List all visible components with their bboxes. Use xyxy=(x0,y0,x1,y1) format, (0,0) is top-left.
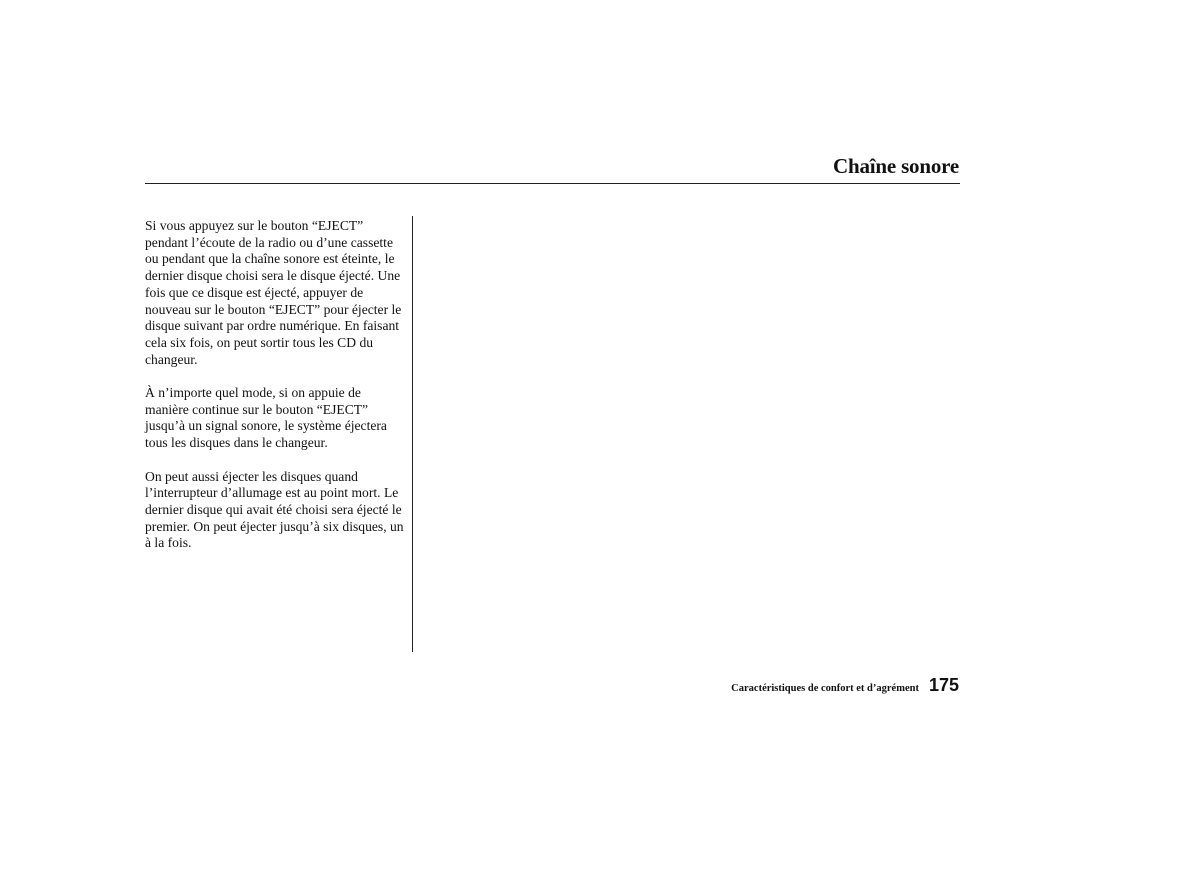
header-rule xyxy=(145,183,960,184)
body-paragraph: Si vous appuyez sur le bouton “EJECT” pendant l’écoute de la radio ou d’une cassette ou pendant que la chaîne sonore est éteinte, le dernier disque choisi sera le disque éjecté. Une fois que ce disque est éjecté, appuyer de nouveau sur le bouton “EJECT” pour éjecter le disque suivant par ordre numérique. En faisant cela six fois, on peut sortir tous les CD du changeur. xyxy=(145,218,402,367)
footer-chapter-title: Caractéristiques de confort et d’agrément xyxy=(731,683,919,694)
body-paragraph: On peut aussi éjecter les disques quand l’interrupteur d’allumage est au point mort. Le dernier disque qui avait été choisi sera éjecté le premier. On peut éjecter jusqu’à six disques, un à la fois. xyxy=(145,468,404,551)
body-text-column xyxy=(145,218,407,569)
page-footer xyxy=(731,675,959,696)
column-divider xyxy=(412,216,413,652)
body-paragraph: À n’importe quel mode, si on appuie de manière continue sur le bouton “EJECT” jusqu’à un signal sonore, le système éjectera tous les disques dans le changeur. xyxy=(145,385,387,451)
page-number: 175 xyxy=(928,675,959,695)
section-title: Chaîne sonore xyxy=(833,154,959,178)
